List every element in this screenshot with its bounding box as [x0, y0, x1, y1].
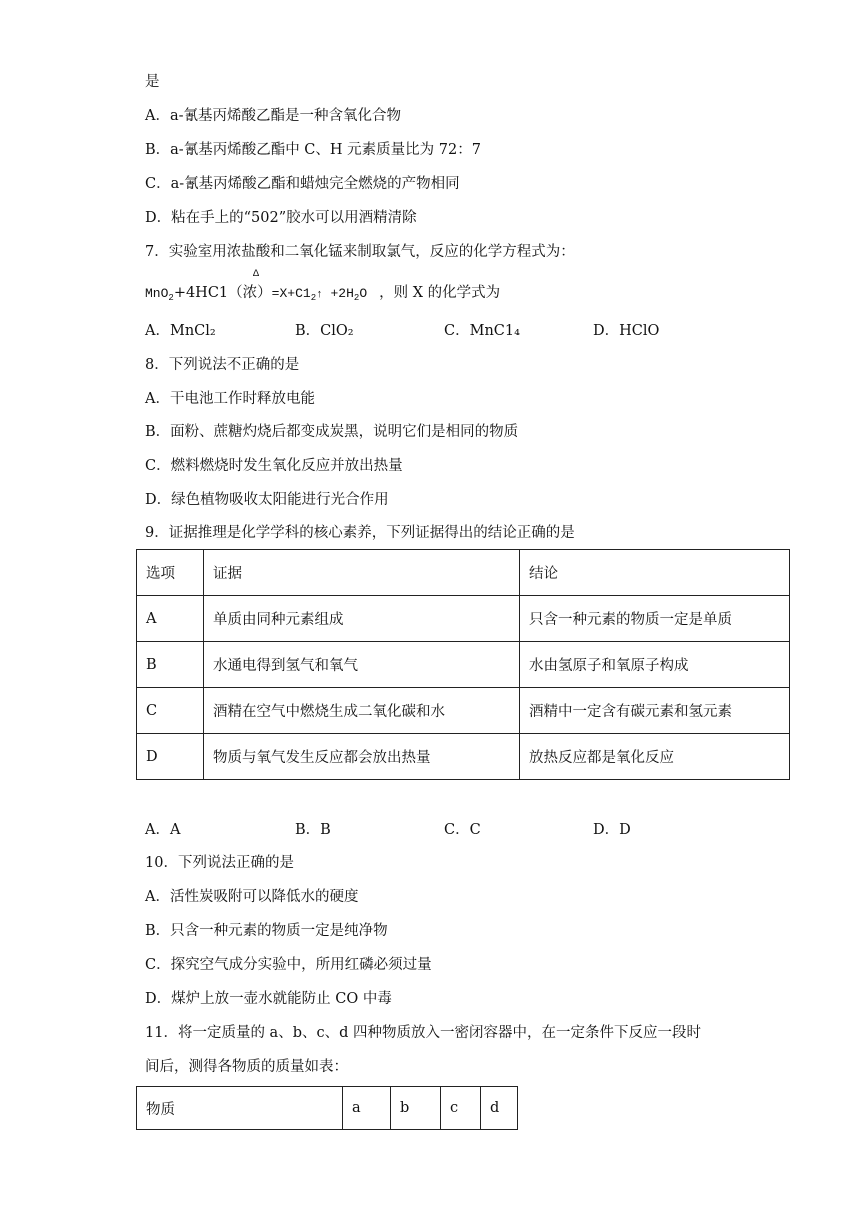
q10-option-a: A．活性炭吸附可以降低水的硬度	[145, 889, 359, 905]
table-header-cell: 结论	[520, 550, 790, 596]
q7-equation	[145, 269, 501, 303]
q6-option-b: B．a-氰基丙烯酸乙酯中 C、H 元素质量比为 72：7	[145, 142, 481, 158]
eq-subscript: 2	[353, 293, 360, 303]
eq-part: +4HC1（浓）	[173, 285, 272, 301]
table-header-cell: d	[481, 1087, 518, 1130]
q7-option-a: A．MnCl₂	[145, 323, 216, 339]
table-cell: 水由氢原子和氧原子构成	[520, 642, 790, 688]
eq-part: O	[359, 286, 368, 301]
q8-option-b: B．面粉、蔗糖灼烧后都变成炭黑，说明它们是相同的物质	[145, 424, 519, 440]
table-cell: C	[137, 688, 204, 734]
eq-subscript: 2	[168, 293, 174, 303]
q7-option-b: B．ClO₂	[295, 323, 354, 339]
table-header-row	[137, 1087, 518, 1130]
q10-stem: 10．下列说法正确的是	[145, 855, 294, 871]
q6-option-a: A．a-氰基丙烯酸乙酯是一种含氧化合物	[145, 108, 402, 124]
q7-option-d: D．HClO	[593, 323, 660, 339]
table-cell: 酒精中一定含有碳元素和氢元素	[520, 688, 790, 734]
q8-option-a: A．干电池工作时释放电能	[145, 391, 315, 407]
table-cell: D	[137, 734, 204, 780]
table-header-cell: 物质	[137, 1087, 343, 1130]
q10-option-d: D．煤炉上放一壶水就能防止 CO 中毒	[145, 991, 392, 1007]
table-row	[137, 688, 790, 734]
table-header-cell: 选项	[137, 550, 204, 596]
table-cell: 放热反应都是氧化反应	[520, 734, 790, 780]
q8-option-c: C．燃料燃烧时发生氧化反应并放出热量	[145, 458, 403, 474]
q9-option-a: A．A	[145, 822, 181, 838]
q7-stem-tail: ，则 X 的化学式为	[379, 285, 501, 301]
q6-option-d: D．粘在手上的“502”胶水可以用酒精清除	[145, 210, 417, 226]
q8-stem: 8．下列说法不正确的是	[145, 357, 300, 373]
q9-option-d: D．D	[593, 822, 631, 838]
eq-part: +2H	[322, 286, 354, 301]
table-cell: A	[137, 596, 204, 642]
q11-stem-line1: 11．将一定质量的 a、b、c、d 四种物质放入一密闭容器中，在一定条件下反应一段时	[145, 1025, 701, 1041]
q6-stem-tail: 是	[145, 74, 160, 90]
q9-stem: 9．证据推理是化学学科的核心素养，下列证据得出的结论正确的是	[145, 525, 575, 541]
table-header-cell: c	[441, 1087, 481, 1130]
eq-part: MnO	[145, 286, 169, 301]
table-header-cell: a	[343, 1087, 391, 1130]
q9-option-b: B．B	[295, 822, 331, 838]
eq-part: X+C1	[279, 286, 311, 301]
q10-option-c: C．探究空气成分实验中，所用红磷必须过量	[145, 957, 432, 973]
q9-evidence-table	[136, 549, 790, 780]
table-row	[137, 734, 790, 780]
q8-option-d: D．绿色植物吸收太阳能进行光合作用	[145, 492, 389, 508]
table-header-row	[137, 550, 790, 596]
q11-stem-line2: 间后，测得各物质的质量如表：	[145, 1059, 348, 1075]
q7-option-c: C．MnC1₄	[444, 323, 520, 339]
q6-option-c: C．a-氰基丙烯酸乙酯和蜡烛完全燃烧的产物相同	[145, 176, 460, 192]
table-cell: 单质由同种元素组成	[204, 596, 520, 642]
table-row	[137, 596, 790, 642]
q7-stem: 7．实验室用浓盐酸和二氧化锰来制取氯气，反应的化学方程式为：	[145, 244, 575, 260]
table-cell: B	[137, 642, 204, 688]
table-row	[137, 642, 790, 688]
q11-mass-table	[136, 1086, 518, 1130]
table-cell: 只含一种元素的物质一定是单质	[520, 596, 790, 642]
q9-option-c: C．C	[444, 822, 481, 838]
gas-arrow: ↑	[316, 289, 323, 301]
table-cell: 酒精在空气中燃烧生成二氧化碳和水	[204, 688, 520, 734]
table-header-cell: 证据	[204, 550, 520, 596]
heat-delta-symbol: Δ	[253, 269, 260, 280]
table-cell: 水通电得到氢气和氧气	[204, 642, 520, 688]
eq-sign: =	[271, 286, 280, 301]
table-cell: 物质与氧气发生反应都会放出热量	[204, 734, 520, 780]
q10-option-b: B．只含一种元素的物质一定是纯净物	[145, 923, 388, 939]
table-header-cell: b	[391, 1087, 441, 1130]
eq-subscript: 2	[310, 293, 317, 303]
